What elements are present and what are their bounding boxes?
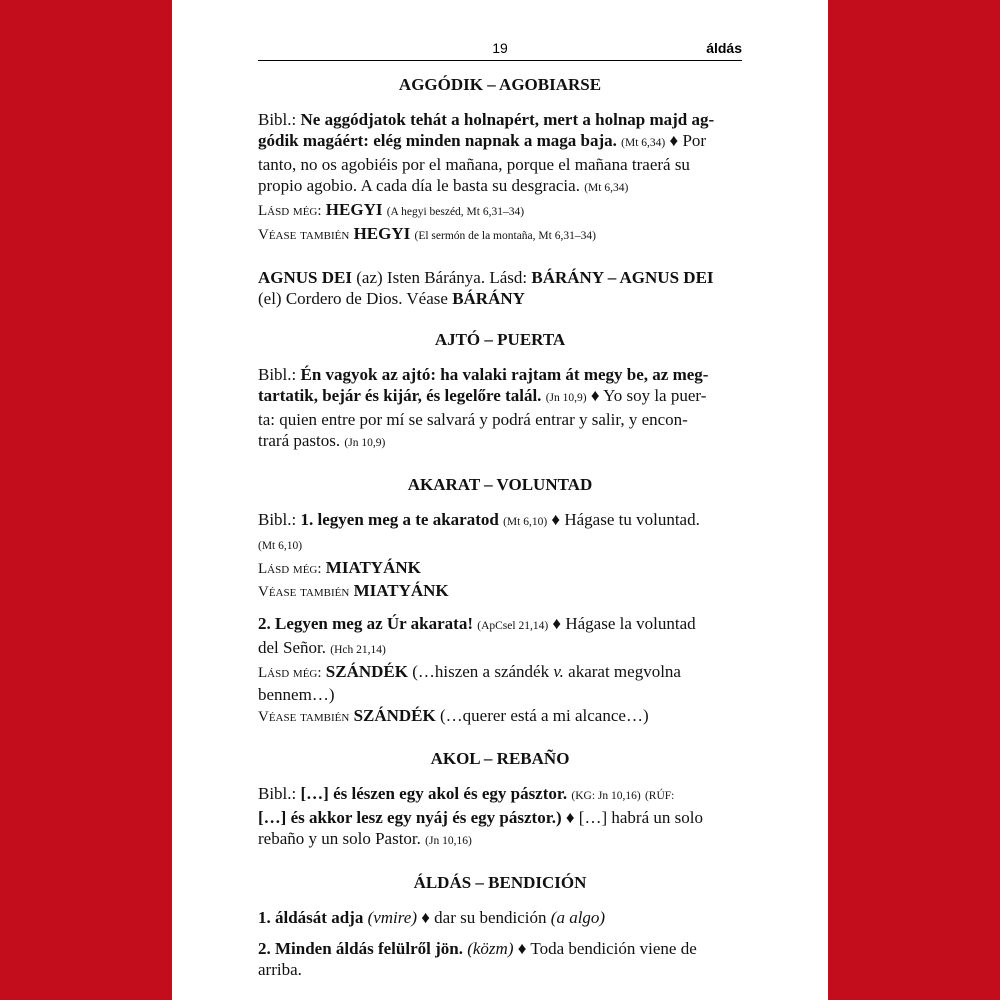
entry-body-akol [258, 783, 742, 852]
vease-term: HEGYI [353, 224, 411, 243]
entry-term: AGNUS DEI [258, 268, 352, 287]
diamond-separator: ♦ [669, 131, 679, 150]
reference: (Mt 6,34) [584, 182, 629, 194]
reference: (Mt 6,34) [621, 137, 666, 149]
diamond-separator: ♦ [590, 386, 600, 405]
entry-title-ajto: AJTÓ – PUERTA [434, 330, 566, 349]
es-quote: Hágase la voluntad [565, 614, 696, 633]
hu-quote-cont: gódik magáért: elég minden napnak a maga baja. [258, 131, 617, 150]
es-quote: […] habrá un solo [578, 808, 703, 827]
entry-body-akarat-1 [258, 509, 742, 603]
entry-title-akarat: AKARAT – VOLUNTAD [407, 475, 593, 494]
hu-quote: 1. legyen meg a te akaratod [300, 510, 499, 529]
reference: (Jn 10,16) [425, 835, 472, 847]
diamond-separator: ♦ [551, 510, 561, 529]
vease-label: Véase también [258, 709, 350, 725]
vease-term: SZÁNDÉK [353, 706, 436, 725]
entry-body-aldas-1 [258, 907, 742, 928]
entry-body-akarat-2 [258, 613, 742, 728]
hu-quote-cont: […] és akkor lesz egy nyáj és egy pásztor.) [258, 808, 562, 827]
diamond-separator: ♦ [421, 908, 430, 927]
hu-quote: […] és lészen egy akol és egy pásztor. [300, 784, 568, 803]
hu-note: (közm) [467, 939, 514, 958]
see-also-term: HEGYI [325, 200, 383, 219]
diamond-separator: ♦ [552, 614, 562, 633]
reference: (Mt 6,10) [503, 516, 548, 528]
hu-note: (vmire) [367, 908, 417, 927]
es-phrase: dar su bendición [434, 908, 547, 927]
page-header [258, 40, 742, 61]
page-number: 19 [492, 40, 508, 56]
reference: (KG: Jn 10,16) [571, 790, 641, 802]
reference: (Jn 10,9) [545, 392, 587, 404]
vease-term: MIATYÁNK [353, 581, 449, 600]
bibl-label: Bibl.: [258, 365, 297, 384]
entry-body-aldas-2 [258, 938, 742, 980]
diamond-separator: ♦ [565, 808, 575, 827]
reference: (Mt 6,10) [258, 540, 303, 552]
reference: (Hch 21,14) [330, 644, 386, 656]
bibl-label: Bibl.: [258, 784, 297, 803]
es-quote-cont: tanto, no os agobiéis por el mañana, porque el mañana traerá su [258, 155, 690, 174]
hu-phrase: 2. Minden áldás felülről jön. [258, 939, 463, 958]
vease-note: (…querer está a mi alcance…) [440, 706, 649, 725]
vease-label: Véase también [258, 584, 350, 600]
vease-term: BÁRÁNY [452, 289, 525, 308]
diamond-separator: ♦ [517, 939, 527, 958]
hu-quote: Én vagyok az ajtó: ha valaki rajtam át megy be, az meg- [300, 365, 709, 384]
see-also-note: bennem…) [258, 685, 335, 704]
see-also-note-v: v. [553, 662, 564, 681]
entry-body-agnus [258, 267, 742, 309]
hu-phrase: 1. áldását adja [258, 908, 364, 927]
entry-title-aggodik: AGGÓDIK – AGOBIARSE [398, 75, 602, 94]
see-also-term: MIATYÁNK [325, 558, 421, 577]
es-quote-cont: propio agobio. A cada día le basta su desgracia. [258, 176, 580, 195]
bibl-label: Bibl.: [258, 510, 297, 529]
es-quote: Yo soy la puer- [603, 386, 707, 405]
entry-body-ajto [258, 364, 742, 454]
running-head: áldás [706, 40, 742, 56]
es-phrase-cont: arriba. [258, 960, 302, 979]
entry-text: (el) Cordero de Dios. Véase [258, 289, 448, 308]
see-also-label: Lásd még: [258, 665, 322, 681]
es-quote: Por [682, 131, 707, 150]
es-quote: Hágase tu voluntad. [564, 510, 700, 529]
entry-title-aldas: ÁLDÁS – BENDICIÓN [413, 873, 587, 892]
reference: (RÚF: [644, 790, 675, 802]
see-term: BÁRÁNY – AGNUS DEI [531, 268, 714, 287]
see-also-label: Lásd még: [258, 561, 322, 577]
vease-note: (El sermón de la montaña, Mt 6,31–34) [414, 230, 596, 242]
see-also-term: SZÁNDÉK [325, 662, 408, 681]
es-quote-cont: rebaño y un solo Pastor. [258, 829, 421, 848]
es-quote-cont: trará pastos. [258, 431, 341, 450]
es-phrase: Toda bendición viene de [530, 939, 697, 958]
see-also-note: akarat megvolna [568, 662, 681, 681]
see-also-note: (…hiszen a szándék [412, 662, 550, 681]
reference: (Jn 10,9) [344, 437, 386, 449]
es-note: (a algo) [550, 908, 606, 927]
hu-quote: 2. Legyen meg az Úr akarata! [258, 614, 473, 633]
hu-quote-cont: tartatik, bejár és kijár, és legelőre talál. [258, 386, 542, 405]
see-also-note: (A hegyi beszéd, Mt 6,31–34) [386, 206, 525, 218]
entry-body-aggodik [258, 109, 742, 247]
book-page [172, 0, 828, 1000]
reference: (ApCsel 21,14) [477, 620, 549, 632]
entry-text: (az) Isten Báránya. Lásd: [356, 268, 528, 287]
bibl-label: Bibl.: [258, 110, 297, 129]
page-content [258, 70, 742, 980]
see-also-label: Lásd még: [258, 203, 322, 219]
entry-title-akol: AKOL – REBAÑO [430, 749, 570, 768]
es-quote-cont: ta: quien entre por mí se salvará y podrá entrar y salir, y encon- [258, 410, 688, 429]
hu-quote: Ne aggódjatok tehát a holnapért, mert a holnap majd ag- [300, 110, 715, 129]
es-quote-cont: del Señor. [258, 638, 326, 657]
vease-label: Véase también [258, 227, 350, 243]
